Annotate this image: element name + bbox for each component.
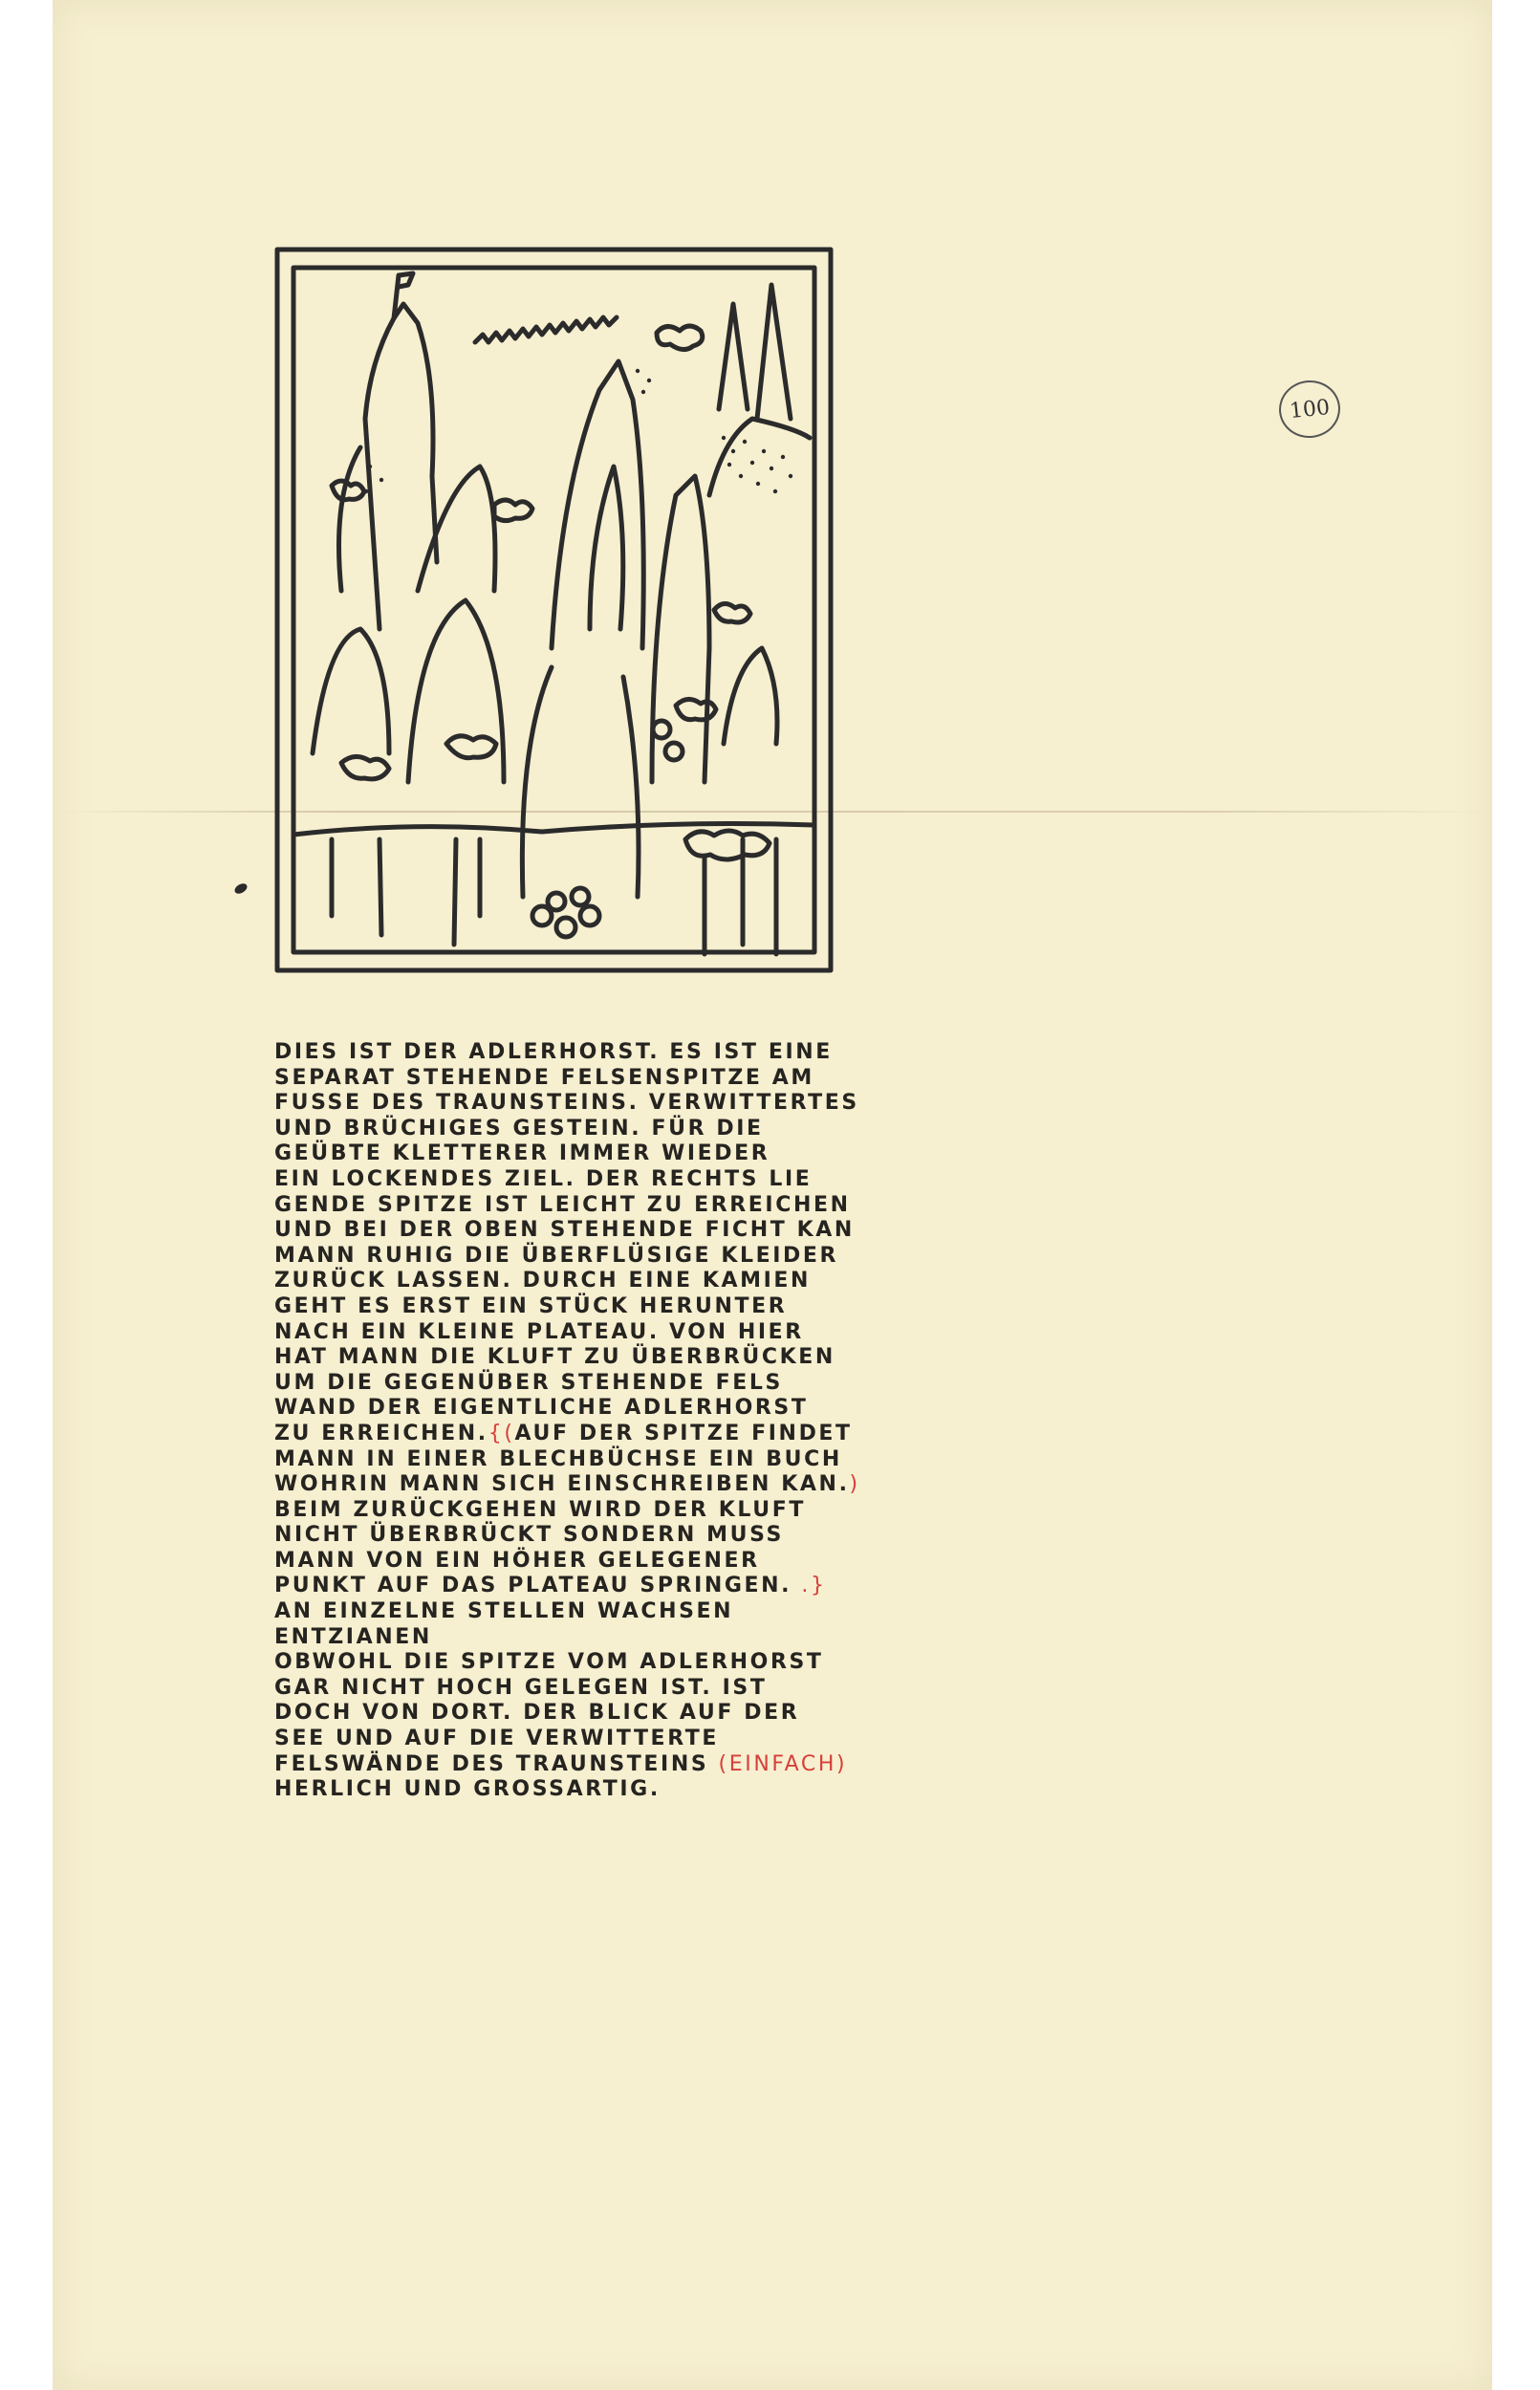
- correction-close-mark: .}: [801, 1574, 827, 1598]
- boulder-5: [580, 906, 599, 925]
- illustration: [274, 247, 834, 973]
- text-line: GAR NICHT HOCH GELEGEN IST. IST: [274, 1675, 768, 1700]
- pine-cluster-1: [657, 326, 703, 350]
- text-line: DIES IST DER ADLERHORST. ES IST EINE: [274, 1040, 833, 1064]
- conifer-1: [719, 304, 748, 409]
- rock-slab: [418, 467, 495, 591]
- pine-cluster-3: [676, 699, 716, 719]
- pine-cluster-4: [685, 831, 770, 859]
- text-segment: AUF DER SPITZE FINDET: [514, 1421, 853, 1445]
- center-chasm-left: [522, 667, 552, 897]
- boulder-6: [548, 893, 565, 910]
- text-line-with-correction: [274, 1752, 1001, 1778]
- left-spire: [365, 304, 437, 629]
- text-line: NACH EIN KLEINE PLATEAU. VON HIER: [274, 1319, 804, 1344]
- text-line: GEÜBTE KLETTERER IMMER WIEDER: [274, 1141, 770, 1166]
- text-line: SEE UND AUF DIE VERWITTERTE: [274, 1727, 719, 1751]
- text-line: MANN VON EIN HÖHER GELEGENER: [274, 1548, 760, 1573]
- text-line: MANN IN EINER BLECHBÜCHSE EIN BUCH: [274, 1446, 842, 1471]
- correction-close-mark: ): [849, 1472, 860, 1497]
- correction-insert: (EINFACH): [718, 1751, 848, 1776]
- pine-cluster-5: [446, 736, 496, 758]
- text-line: BEIM ZURÜCKGEHEN WIRD DER KLUFT: [274, 1497, 806, 1522]
- tree-trunk-3: [454, 839, 456, 945]
- tree-trunk-2: [380, 839, 381, 935]
- text-line: FUSSE DES TRAUNSTEINS. VERWITTERTES: [274, 1091, 859, 1116]
- pine-cluster-2: [494, 500, 532, 521]
- left-mid-rock: [339, 447, 361, 591]
- text-segment: WOHRIN MANN SICH EINSCHREIBEN KAN.: [274, 1472, 850, 1497]
- text-line: GEHT ES ERST EIN STÜCK HERUNTER: [274, 1293, 788, 1318]
- mountain-ridge-zigzag: [475, 317, 617, 342]
- boulder-7: [572, 888, 589, 905]
- text-line: NICHT ÜBERBRÜCKT SONDERN MUSS: [274, 1523, 784, 1548]
- boulder-4: [556, 918, 575, 937]
- text-line: SEPARAT STEHENDE FELSENSPITZE AM: [274, 1065, 814, 1090]
- lower-left-rock: [313, 629, 389, 753]
- handwritten-text: [274, 1040, 1001, 1803]
- text-line-with-correction: [274, 1422, 1001, 1447]
- text-segment: PUNKT AUF DAS PLATEAU SPRINGEN.: [274, 1574, 792, 1598]
- text-line: MANN RUHIG DIE ÜBERFLÜSIGE KLEIDER: [274, 1243, 839, 1268]
- text-line: GENDE SPITZE IST LEICHT ZU ERREICHEN: [274, 1192, 851, 1217]
- text-line-with-correction: [274, 1574, 1001, 1599]
- shrub-left: [332, 481, 364, 500]
- text-line: UND BEI DER OBEN STEHENDE FICHT KAN: [274, 1218, 855, 1243]
- conifer-2: [757, 285, 791, 419]
- text-line: UND BRÜCHIGES GESTEIN. FÜR DIE: [274, 1116, 764, 1141]
- right-rock: [724, 648, 777, 744]
- text-line: AN EINZELNE STELLEN WACHSEN: [274, 1599, 734, 1624]
- text-line: HERLICH UND GROSSARTIG.: [274, 1777, 661, 1802]
- text-line: DOCH VON DORT. DER BLICK AUF DER: [274, 1701, 800, 1726]
- text-line: UM DIE GEGENÜBER STEHENDE FELS: [274, 1370, 783, 1395]
- text-line: EIN LOCKENDES ZIEL. DER RECHTS LIE: [274, 1166, 813, 1191]
- text-segment: ZU ERREICHEN.: [274, 1421, 488, 1445]
- center-chasm-right: [623, 677, 639, 897]
- correction-open-mark: {(: [488, 1421, 515, 1445]
- text-line: WAND DER EIGENTLICHE ADLERHORST: [274, 1396, 809, 1421]
- center-spire: [552, 361, 643, 648]
- text-line: ZURÜCK LASSEN. DURCH EINE KAMIEN: [274, 1269, 812, 1293]
- ink-blot: [233, 881, 249, 896]
- text-line: HAT MANN DIE KLUFT ZU ÜBERBRÜCKEN: [274, 1345, 835, 1370]
- pine-cluster-6: [341, 756, 389, 778]
- text-segment: FELSWÄNDE DES TRAUNSTEINS: [274, 1751, 709, 1776]
- circled-page-number: [1276, 378, 1343, 441]
- text-line-with-correction: [274, 1472, 1001, 1498]
- boulder-2: [665, 743, 683, 760]
- paper-sheet: [53, 0, 1492, 2390]
- text-line: ENTZIANEN: [274, 1624, 432, 1649]
- page-number-text: 100: [1288, 395, 1332, 424]
- pine-cluster-7: [714, 603, 750, 622]
- text-line: OBWOHL DIE SPITZE VOM ADLERHORST: [274, 1650, 824, 1675]
- center-spire-inner: [590, 467, 623, 629]
- boulder-1: [653, 721, 670, 738]
